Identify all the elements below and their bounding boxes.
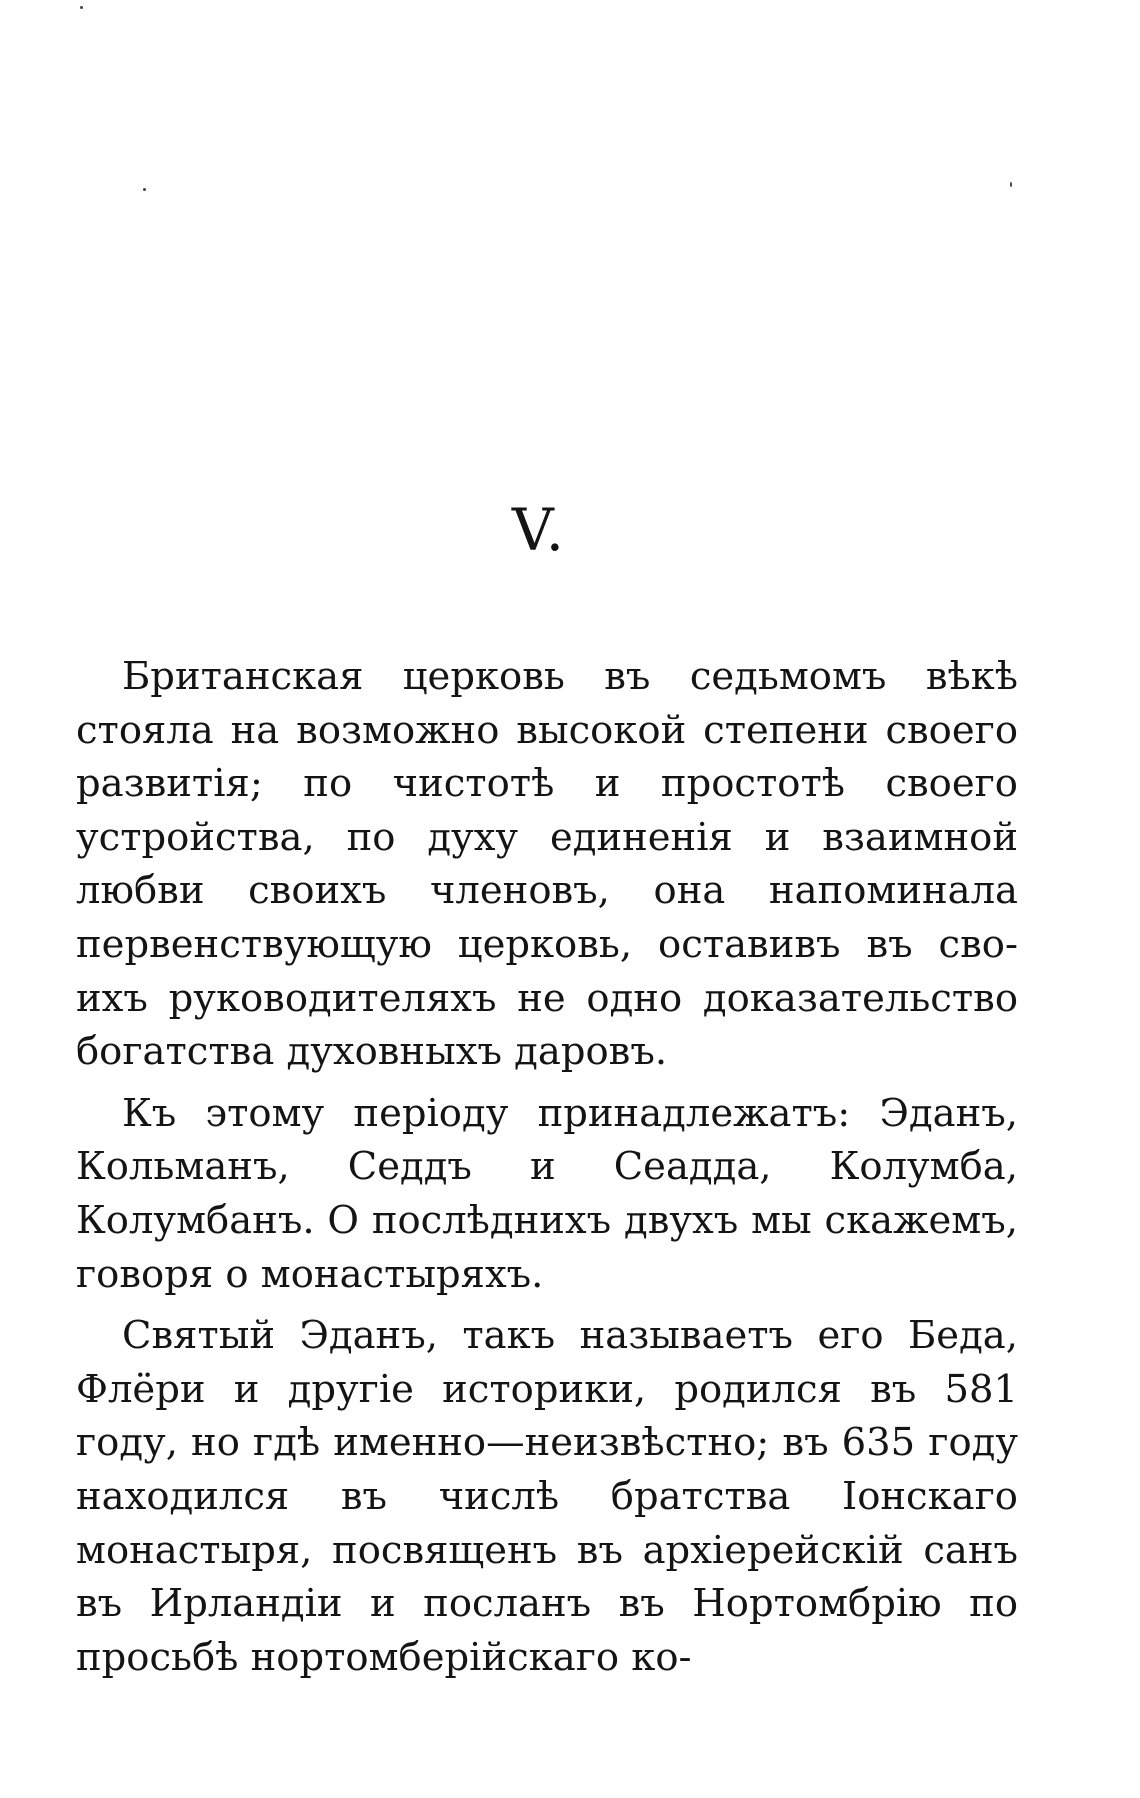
paragraph: Святый Эданъ, такъ называетъ его Беда, Флёри и другіе историки, родился въ 581 году, но гдѣ именно—неизвѣстно; въ 635 году находился въ числѣ братства Іонскаго монастыря, посвященъ въ архіерейскій санъ въ Ирландіи и посланъ въ Нортомбрію по просьбѣ нортомберійскаго ко- bbox=[76, 1313, 1018, 1680]
body-text bbox=[76, 650, 1018, 1692]
print-speck bbox=[80, 6, 83, 9]
chapter-heading: V. bbox=[511, 496, 567, 564]
print-speck bbox=[1010, 182, 1012, 187]
paragraph: Британская церковь въ седьмомъ вѣкѣ стояла на возможно высокой степени своего развитія; по чистотѣ и простотѣ своего устройства, по духу единенія и взаимной любви своихъ членовъ, она напоминала первенствующую церковь, оставивъ въ своихъ руководителяхъ не одно доказательство богатства духовныхъ даровъ. bbox=[76, 654, 1018, 1075]
print-speck bbox=[143, 188, 146, 191]
paragraph: Къ этому періоду принадлежатъ: Эданъ, Кольманъ, Седдъ и Сеадда, Колумба, Колумбанъ. О послѣднихъ двухъ мы скажемъ, говоря о монастыряхъ. bbox=[76, 1090, 1018, 1297]
